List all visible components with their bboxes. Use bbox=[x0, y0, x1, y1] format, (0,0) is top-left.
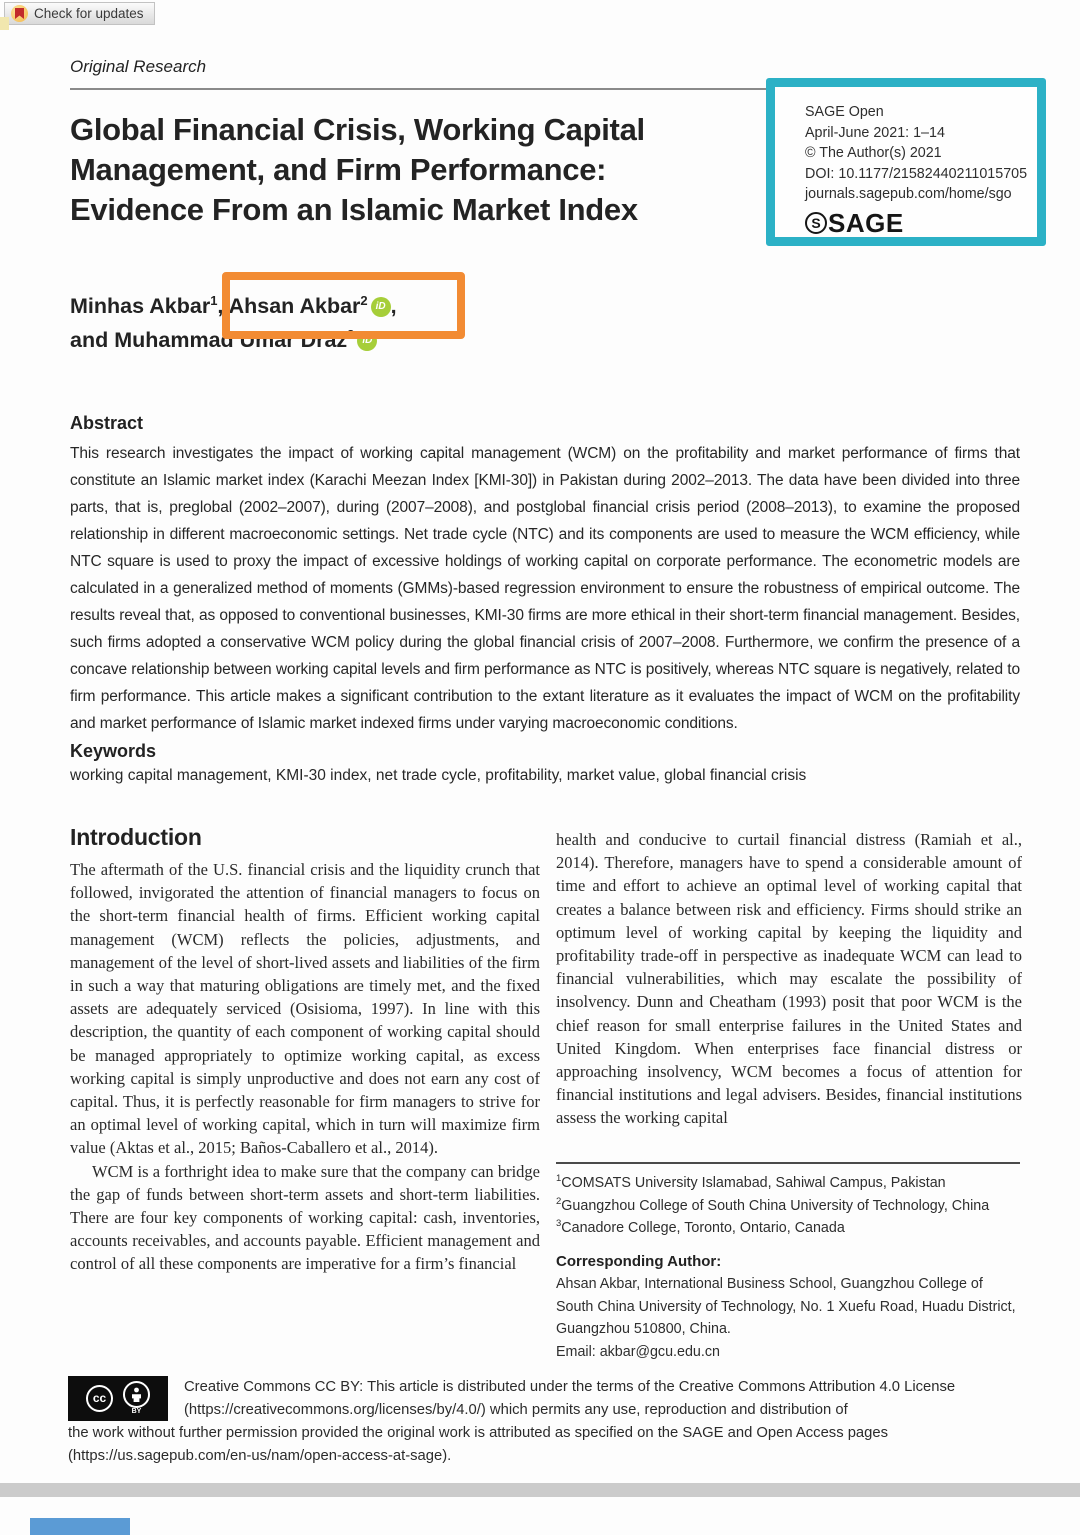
title-line: Management, and Firm Performance: bbox=[70, 152, 607, 187]
journal-url-link[interactable]: journals.sagepub.com/home/sgo bbox=[805, 186, 1012, 202]
keywords-heading: Keywords bbox=[70, 741, 157, 761]
license-notice bbox=[68, 1376, 1024, 1468]
intro-paragraph-3: health and conducive to curtail financial distress (Ramiah et al., 2014). Therefore, managers have to spend a considerable amount of time and effort to achieve an optimal level of working capital that creates a balance between risk and efficiency. Firms should strike an optimum level of working capital by keeping the liquidity and profitability trade-off in perspective as inadequate WCM can lead to financial vulnerabilities, which may escalate the possibility of insolvency. Dunn and Cheatham (1993) posit that poor WCM is the chief reason for small enterprise failures in the United States and United Kingdom. When enterprises face financial distress or approaching insolvency, WCM becomes a focus of attention for financial institutions and legal advisers. Besides, financial institutions assess the working capital bbox=[556, 830, 1022, 1128]
corresponding-author-email-link[interactable]: Email: akbar@gcu.edu.cn bbox=[556, 1343, 720, 1360]
affiliation-3: $^3$Canadore College, Toronto, Ontario, Canada bbox=[556, 1218, 845, 1236]
article-category: Original Research bbox=[70, 57, 207, 76]
check-for-updates-button[interactable] bbox=[4, 2, 155, 25]
author-line-1: Minhas Akbar$^1$, Ahsan Akbar$^2$ iD , bbox=[70, 292, 397, 318]
bookmark-icon bbox=[11, 5, 28, 22]
right-column bbox=[556, 828, 1022, 1130]
license-text-top: Creative Commons CC BY: This article is distributed under the terms of the Creative Commons Attribution 4.0 License (https://creativecommons.org/licenses/by/4.0/) which permits any use, reproduction and distribution of bbox=[184, 1379, 956, 1418]
affiliation-1: $^1$COMSATS University Islamabad, Sahiwal Campus, Pakistan bbox=[556, 1173, 946, 1191]
cc-by-badge bbox=[68, 1376, 168, 1421]
author-3: and Muhammad Umar Draz bbox=[70, 328, 348, 352]
abstract-heading: Abstract bbox=[70, 413, 144, 433]
footnote-divider bbox=[556, 1162, 1020, 1164]
journal-name: SAGE Open bbox=[805, 104, 884, 120]
corresponding-author-text: Ahsan Akbar, International Business School, Guangzhou College of South China University of Technology, No. 1 Xuefu Road, Huadu District, Guangzhou 510800, China. bbox=[556, 1276, 1016, 1337]
journal-doi: DOI: 10.1177/21582440211015705 bbox=[805, 165, 1028, 182]
scrollbar-track[interactable] bbox=[0, 1483, 1080, 1497]
scan-artifact-blue bbox=[30, 1518, 130, 1535]
author-1: Minhas Akbar bbox=[70, 294, 211, 318]
author-2-affiliation-sup: 2 bbox=[360, 292, 368, 308]
corresponding-author-heading: Corresponding Author: bbox=[556, 1252, 722, 1270]
journal-copyright: © The Author(s) 2021 bbox=[805, 145, 942, 161]
check-for-updates-label: Check for updates bbox=[34, 6, 144, 21]
affiliation-2: $^2$Guangzhou College of South China University of Technology, China bbox=[556, 1195, 990, 1214]
left-column bbox=[70, 858, 540, 1276]
title-line: Evidence From an Islamic Market Index bbox=[70, 192, 638, 227]
license-text-bottom: the work without further permission provided the original work is attributed as specified on the SAGE and Open Access pages (https://us.sagepub.com/en-us/nam/open-access-at-sage). bbox=[68, 1425, 889, 1464]
journal-info-box bbox=[766, 78, 1046, 246]
author-1-affiliation-sup: 1 bbox=[210, 292, 218, 308]
affiliations-block bbox=[556, 1172, 1022, 1363]
sage-logo bbox=[805, 208, 1029, 239]
highlight-annotation-box bbox=[222, 272, 465, 339]
orcid-icon[interactable]: iD bbox=[357, 331, 377, 351]
article-title bbox=[70, 110, 760, 230]
introduction-heading: Introduction bbox=[70, 824, 202, 850]
intro-paragraph-2: WCM is a forthright idea to make sure that the company can bridge the gap of funds between short-term assets and short-term liabilities. There are four key components of working capital: cash, inventories, accounts receivables, and accounts payable. Efficient management and control of all these components are imperative for a firm’s financial bbox=[70, 1161, 540, 1274]
title-line: Global Financial Crisis, Working Capital bbox=[70, 112, 645, 147]
author-2: Ahsan Akbar bbox=[228, 294, 361, 318]
cc-icon: cc bbox=[86, 1385, 113, 1412]
abstract-text: This research investigates the impact of working capital management (WCM) on the profitability and market performance of firms that constitute an Islamic market index (Karachi Meezan Index [KMI-30]) in Pakistan during 2002–2013. The data have been divided into three parts, that is, preglobal (2002–2007), during (2007–2008), and postglobal financial crisis period (2008–2013), to examine the proposed relationship in different macroeconomic settings. Net trade cycle (NTC) and its components are used to measure the WCM efficiency, while NTC square is used to proxy the impact of excessive holdings of working capital on corporate performance. The econometric models are calculated in a generalized method of moments (GMMs)-based regression environment to ensure the robustness of empirical outcome. The results reveal that, as opposed to conventional businesses, KMI-30 firms are more ethical in their short-term financial management. Besides, such firms adopted a conservative WCM policy during the global financial crisis of 2007–2008. Furthermore, we confirm the presence of a concave relationship between working capital levels and firm performance as NTC is positively, whereas NTC square is negatively, related to firm performance. This article makes a significant contribution to the extant literature as it evaluates the impact of WCM on the profitability and market performance of Islamic market indexed firms under varying macroeconomic conditions. bbox=[70, 445, 1020, 732]
sage-logo-word: SAGE bbox=[828, 207, 904, 238]
author-3-affiliation-sup: 3 bbox=[347, 326, 355, 342]
attribution-person-icon bbox=[123, 1381, 150, 1416]
scan-artifact bbox=[0, 17, 9, 30]
intro-paragraph-1: The aftermath of the U.S. financial crisis and the liquidity crunch that followed, invigorated the attention of financial managers to focus on the short-term financial health of firms. Efficient working capital management (WCM) reflects the policies, adjustments, and management of the level of short-lived assets and liabilities of the firm in such a way that maturing obligations are timely met, and the fixed assets are adequately serviced (Osisioma, 1997). In line with this description, the quantity of each component of working capital should be managed appropriately to optimize working capital, as excess working capital is simply unproductive and does not earn any cost of capital. Thus, it is perfectly reasonable for firm managers to strive for an optimal level of working capital, which in turn will maximize firm value (Aktas et al., 2015; Baños-Caballero et al., 2014). bbox=[70, 860, 540, 1158]
orcid-icon[interactable]: iD bbox=[371, 297, 391, 317]
by-label: BY bbox=[131, 1408, 142, 1415]
journal-issue: April-June 2021: 1–14 bbox=[805, 124, 945, 141]
keywords-text: working capital management, KMI-30 index, net trade cycle, profitability, market value, global financial crisis bbox=[70, 767, 807, 784]
sage-logo-s-icon: S bbox=[805, 212, 827, 234]
